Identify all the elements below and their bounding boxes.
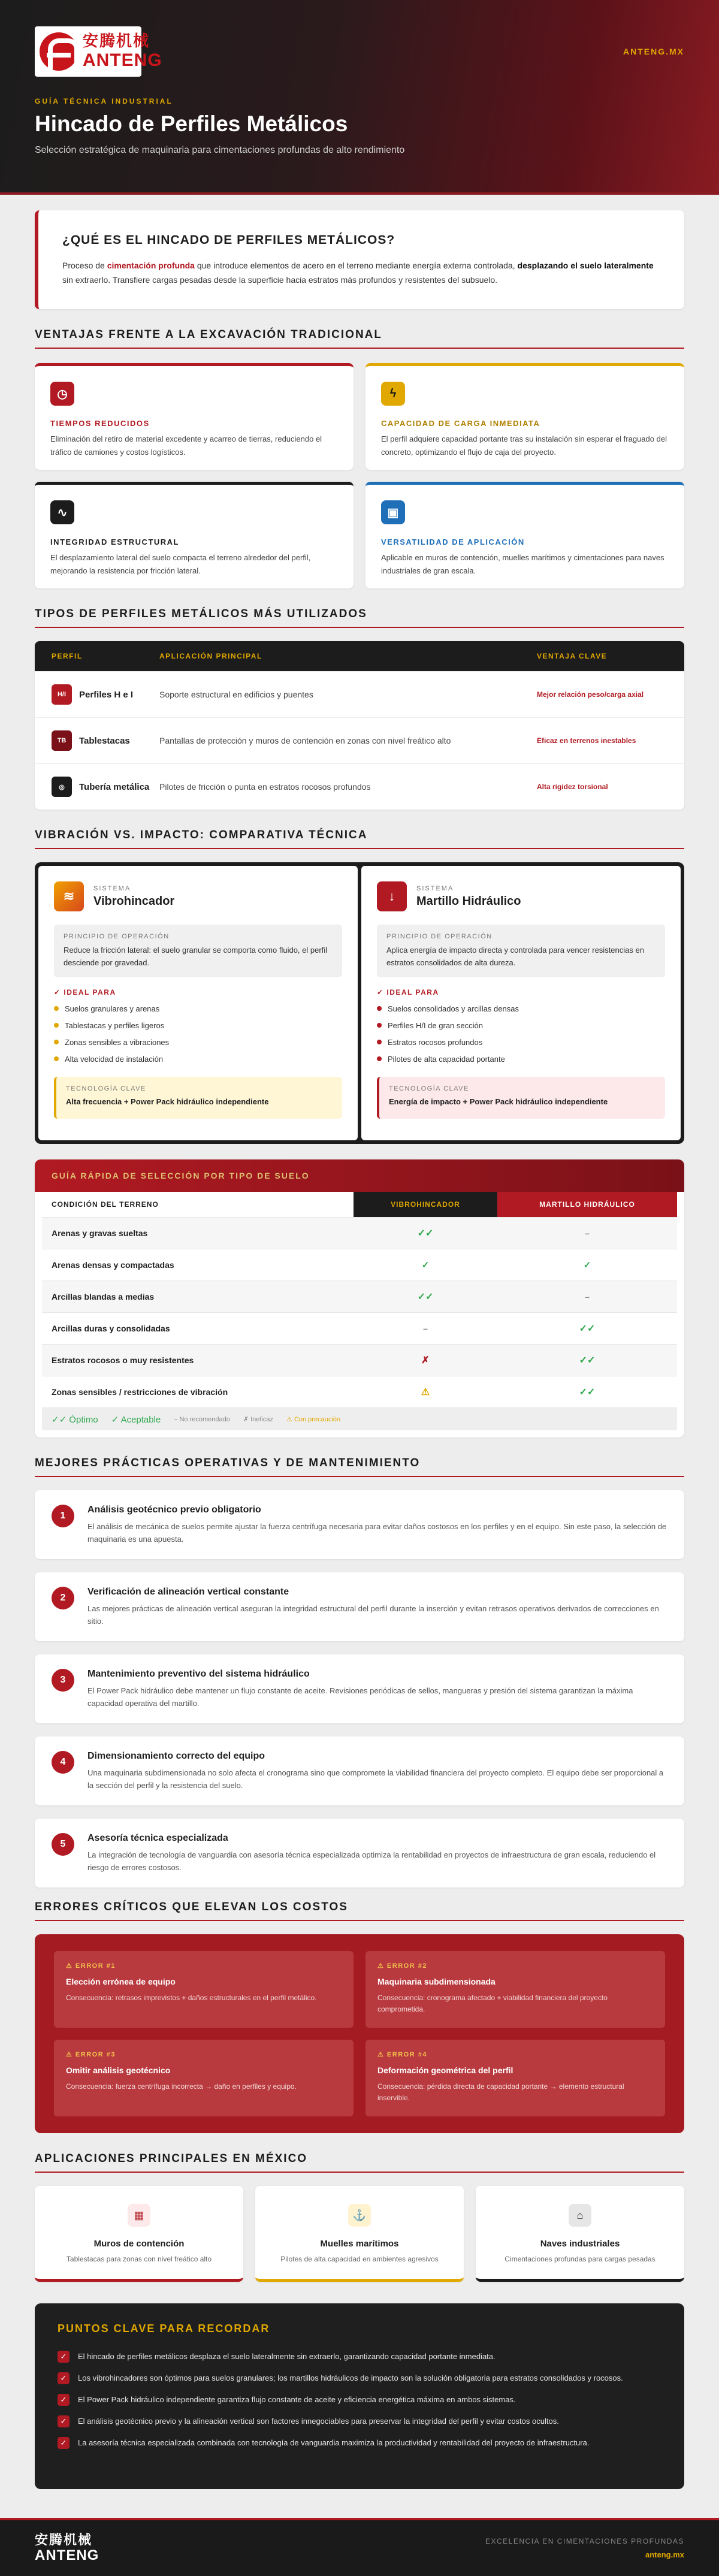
applications-heading: APLICACIONES PRINCIPALES EN MÉXICO: [35, 2152, 684, 2173]
practice-number: 1: [52, 1505, 74, 1527]
intro-heading: ¿QUÉ ES EL HINCADO DE PERFILES METÁLICOS?: [62, 233, 395, 247]
vibrohincador-rating: –: [423, 1324, 428, 1333]
error-label: ⚠ ERROR #3: [66, 2051, 116, 2058]
table-row: [42, 1376, 677, 1408]
practice-number: 5: [52, 1833, 74, 1856]
practice-card: [35, 1572, 684, 1641]
martillo-rating: ✓✓: [579, 1387, 596, 1397]
soil-condition: Arcillas duras y consolidadas: [52, 1324, 170, 1333]
system-label: SISTEMA: [93, 884, 131, 892]
practice-title: Verificación de alineación vertical constante: [87, 1587, 289, 1597]
principle-text: Aplica energía de impacto directa y controlada para vencer resistencias en estratos consolidados de alta dureza.: [386, 946, 644, 967]
profile-name: Perfiles H e I: [79, 689, 134, 700]
pulse-icon: ∿: [50, 500, 74, 524]
technology-text: Alta frecuencia + Power Pack hidráulico independiente: [66, 1097, 269, 1106]
technology-box: [377, 1077, 665, 1119]
advantage-text: Eliminación del retiro de material excedente y acarreo de tierras, reduciendo el tráfico de camiones y costos logísticos.: [50, 434, 322, 457]
comparison-heading: VIBRACIÓN VS. IMPACTO: COMPARATIVA TÉCNICA: [35, 829, 684, 849]
practice-number: 2: [52, 1587, 74, 1609]
hero-divider: [0, 192, 719, 195]
system-title: Martillo Hidráulico: [416, 894, 521, 908]
profile-application: Soporte estructural en edificios y puentes: [159, 690, 313, 699]
list-item: Perfiles H/I de gran sección: [377, 1017, 665, 1034]
check-icon: ✓: [58, 2415, 70, 2427]
profile-application: Pantallas de protección y muros de contención en zonas con nivel freático alto: [159, 736, 451, 745]
vibrohincador-rating: ⚠: [421, 1387, 430, 1397]
advantage-card: [365, 363, 684, 470]
legend-item: ✓ Aceptable: [111, 1414, 161, 1425]
technology-label: TECNOLOGÍA CLAVE: [389, 1085, 469, 1092]
column-header: PERFIL: [52, 652, 83, 660]
table-row: [35, 671, 684, 717]
application-text: Cimentaciones profundas para cargas pesadas: [504, 2255, 655, 2263]
technology-text: Energía de impacto + Power Pack hidráulico independiente: [389, 1097, 608, 1106]
profile-advantage: Eficaz en terrenos inestables: [537, 736, 636, 745]
practice-text: La integración de tecnología de vanguardia con asesoría técnica especializada optimiza la rentabilidad en proyectos de infraestructura de gran escala, reduciendo el riesgo de errores costosos.: [87, 1850, 656, 1872]
error-title: Maquinaria subdimensionada: [377, 1977, 496, 1986]
vibration-icon: ≋: [54, 881, 84, 911]
footer-site-link[interactable]: anteng.mx: [645, 2550, 684, 2559]
list-item: Zonas sensibles a vibraciones: [54, 1034, 342, 1050]
footer-tagline: EXCELENCIA EN CIMENTACIONES PROFUNDAS: [485, 2537, 684, 2545]
martillo-card: [361, 866, 681, 1140]
practice-card: [35, 1490, 684, 1559]
error-text: Consecuencia: fuerza centrífuga incorrecta → daño en perfiles y equipo.: [66, 2082, 297, 2091]
application-title: Muros de contención: [93, 2239, 185, 2249]
errors-panel: [35, 1934, 684, 2133]
practice-card: [35, 1819, 684, 1888]
application-card: [476, 2186, 684, 2282]
vibrohincador-rating: ✓✓: [417, 1228, 434, 1239]
anchor-icon: ⚓: [348, 2204, 371, 2227]
page-subtitle: Selección estratégica de maquinaria para cimentaciones profundas de alto rendimiento: [35, 145, 405, 155]
error-label: ⚠ ERROR #4: [377, 2051, 427, 2058]
practice-title: Dimensionamiento correcto del equipo: [87, 1751, 265, 1761]
soil-condition: Arenas densas y compactadas: [52, 1260, 174, 1270]
ideal-label: ✓ IDEAL PARA: [377, 988, 439, 996]
footer-logo[interactable]: 安腾机械 ANTENG: [35, 2532, 99, 2563]
intro-text: Proceso de cimentación profunda que introduce elementos de acero en el terreno mediante energía externa controlada, desplazando el suelo lateralmente sin extraerlo. Transfiere cargas pesadas desde la superficie hacia estratos más profundos y resistentes del subsuelo.: [62, 261, 654, 285]
list-item: ✓ La asesoría técnica especializada combinada con tecnología de vanguardia maximiza la productividad y rentabilidad del proyecto de infraestructura.: [58, 2437, 661, 2449]
advantage-text: Aplicable en muros de contención, muelles marítimos y cimentaciones para naves industriales de gran escala.: [381, 553, 664, 575]
list-item: ✓ Los vibrohincadores son óptimos para suelos granulares; los martillos hidráulicos de impacto son la solución obligatoria para estratos consolidados y rocosos.: [58, 2372, 661, 2384]
soil-condition: Arcillas blandas a medias: [52, 1292, 155, 1301]
ideal-list: [54, 1000, 342, 1067]
practice-number: 3: [52, 1669, 74, 1692]
list-item: Estratos rocosos profundos: [377, 1034, 665, 1050]
error-title: Omitir análisis geotécnico: [66, 2065, 171, 2075]
error-card: [365, 1951, 665, 2028]
advantage-card: [35, 363, 354, 470]
check-icon: ✓: [58, 2437, 70, 2449]
principle-text: Reduce la fricción lateral: el suelo granular se comporta como fluido, el perfil desciende por gravedad.: [64, 946, 328, 967]
profile-name: Tablestacas: [79, 735, 130, 746]
comparison-panel: [35, 862, 684, 1144]
error-label: ⚠ ERROR #2: [377, 1962, 427, 1970]
system-label: SISTEMA: [416, 884, 454, 892]
ideal-list: [377, 1000, 665, 1067]
vibrohincador-rating: ✓✓: [417, 1292, 434, 1302]
column-header: APLICACIÓN PRINCIPAL: [159, 652, 262, 660]
table-row: [42, 1281, 677, 1312]
system-title: Vibrohincador: [93, 894, 175, 908]
practice-title: Mantenimiento preventivo del sistema hidráulico: [87, 1669, 310, 1679]
table-row: [42, 1217, 677, 1249]
logo-mark-icon: [40, 32, 78, 71]
application-text: Pilotes de alta capacidad en ambientes agresivos: [280, 2255, 439, 2263]
soil-condition: Zonas sensibles / restricciones de vibración: [52, 1387, 228, 1397]
key-points-panel: [35, 2303, 684, 2489]
table-row: [35, 717, 684, 763]
legend-item: ⚠ Con precaución: [286, 1416, 340, 1423]
principle-label: PRINCIPIO DE OPERACIÓN: [64, 933, 170, 940]
practice-text: Las mejores prácticas de alineación vertical aseguran la integridad estructural del perfil durante la inserción y evitan retrasos operativos derivados de correcciones en sitio.: [87, 1604, 659, 1626]
logo-chinese-text: 安腾机械: [83, 32, 150, 50]
brand-logo[interactable]: [35, 26, 162, 77]
page-footer: [0, 2518, 719, 2576]
legend-item: ✓✓ Óptimo: [52, 1414, 98, 1425]
list-item: ✓ El Power Pack hidráulico independiente garantiza flujo constante de aceite y eficiencia energética máxima en ambos sistemas.: [58, 2394, 661, 2406]
advantage-text: El desplazamiento lateral del suelo compacta el terreno alrededor del perfil, mejorando la resistencia por fricción lateral.: [50, 553, 311, 575]
table-row: [42, 1344, 677, 1376]
practice-title: Asesoría técnica especializada: [87, 1833, 228, 1843]
principle-box: [54, 925, 342, 977]
practice-number: 4: [52, 1751, 74, 1774]
practice-text: El análisis de mecánica de suelos permite ajustar la fuerza centrífuga necesaria para evitar daños costosos en los perfiles y en el equipo. Sin este paso, la selección de maquinaria es una apuesta.: [87, 1522, 667, 1544]
application-card: [35, 2186, 243, 2282]
ideal-label: ✓ IDEAL PARA: [54, 988, 116, 996]
eyebrow: GUÍA TÉCNICA INDUSTRIAL: [35, 97, 173, 105]
profile-advantage: Mejor relación peso/carga axial: [537, 690, 644, 699]
list-item: Suelos granulares y arenas: [54, 1000, 342, 1017]
profiles-heading: TIPOS DE PERFILES METÁLICOS MÁS UTILIZADOS: [35, 608, 684, 628]
hero-header: [0, 0, 719, 195]
soil-guide-table: [35, 1159, 684, 1438]
guide-legend: [42, 1408, 677, 1430]
advantage-card: [35, 482, 354, 588]
legend-item: ✗ Ineficaz: [243, 1416, 274, 1423]
clock-icon: ◷: [50, 382, 74, 406]
table-header: [35, 641, 684, 671]
error-text: Consecuencia: pérdida directa de capacidad portante → elemento estructural inservible.: [377, 2082, 624, 2102]
error-card: [54, 1951, 354, 2028]
advantage-title: CAPACIDAD DE CARGA INMEDIATA: [381, 419, 540, 428]
list-item: Suelos consolidados y arcillas densas: [377, 1000, 665, 1017]
profile-application: Pilotes de fricción o punta en estratos rocosos profundos: [159, 782, 371, 792]
vibrohincador-card: [38, 866, 358, 1140]
application-text: Tablestacas para zonas con nivel freático alto: [66, 2255, 212, 2263]
practice-text: El Power Pack hidráulico debe mantener un flujo constante de aceite. Revisiones periódicas de sellos, mangueras y presión del sistema garantizan la máxima capacidad operativa del martillo.: [87, 1686, 633, 1708]
list-item: Tablestacas y perfiles ligeros: [54, 1017, 342, 1034]
errors-heading: ERRORES CRÍTICOS QUE ELEVAN LOS COSTOS: [35, 1901, 684, 1921]
application-title: Muelles marítimos: [320, 2239, 399, 2249]
advantages-heading: VENTAJAS FRENTE A LA EXCAVACIÓN TRADICIONAL: [35, 328, 684, 349]
error-label: ⚠ ERROR #1: [66, 1962, 116, 1970]
application-card: [255, 2186, 464, 2282]
list-item: ✓ El hincado de perfiles metálicos desplaza el suelo lateralmente sin extraerlo, garantizando capacidad portante inmediata.: [58, 2351, 661, 2363]
site-link[interactable]: ANTENG.MX: [623, 47, 684, 56]
profile-badge: TB: [52, 730, 72, 751]
practice-text: Una maquinaria subdimensionada no solo afecta el cronograma sino que compromete la viabilidad financiera del proyecto completo. El equipo debe ser proporcional a la sección del perfil y la resistencia del suelo.: [87, 1768, 664, 1790]
profile-advantage: Alta rigidez torsional: [537, 783, 608, 791]
technology-box: [54, 1077, 342, 1119]
table-row: [35, 763, 684, 810]
technology-label: TECNOLOGÍA CLAVE: [66, 1085, 146, 1092]
soil-condition: Arenas y gravas sueltas: [52, 1228, 148, 1238]
check-icon: ✓: [58, 2351, 70, 2363]
error-card: [365, 2040, 665, 2116]
application-title: Naves industriales: [540, 2239, 620, 2249]
table-row: [42, 1249, 677, 1281]
profile-name: Tubería metálica: [79, 781, 150, 792]
error-title: Deformación geométrica del perfil: [377, 2065, 513, 2075]
pipe-icon: ◎: [52, 777, 72, 797]
practices-heading: MEJORES PRÁCTICAS OPERATIVAS Y DE MANTENIMIENTO: [35, 1457, 684, 1477]
page-title: Hincado de Perfiles Metálicos: [35, 111, 348, 136]
vibrohincador-rating: ✗: [421, 1355, 430, 1366]
error-text: Consecuencia: retrasos imprevistos + daños estructurales en el perfil metálico.: [66, 1994, 317, 2002]
column-header: VENTAJA CLAVE: [537, 652, 608, 660]
advantage-title: TIEMPOS REDUCIDOS: [50, 419, 150, 428]
profiles-table: [35, 641, 684, 810]
check-icon: ✓: [58, 2394, 70, 2406]
martillo-rating: ✓✓: [579, 1324, 596, 1334]
error-card: [54, 2040, 354, 2116]
logo-english-text: ANTENG: [83, 50, 162, 70]
advantage-title: VERSATILIDAD DE APLICACIÓN: [381, 537, 525, 546]
wall-icon: ▦: [128, 2204, 150, 2227]
key-points-heading: PUNTOS CLAVE PARA RECORDAR: [58, 2323, 270, 2335]
column-header: VIBROHINCADOR: [354, 1192, 497, 1217]
column-header: MARTILLO HIDRÁULICO: [497, 1192, 677, 1217]
intro-card: [35, 210, 684, 309]
error-text: Consecuencia: cronograma afectado + viabilidad financiera del proyecto comprometida.: [377, 1994, 608, 2013]
soil-condition: Estratos rocosos o muy resistentes: [52, 1355, 194, 1365]
guide-heading: GUÍA RÁPIDA DE SELECCIÓN POR TIPO DE SUELO: [35, 1159, 684, 1192]
column-header: CONDICIÓN DEL TERRENO: [52, 1200, 159, 1209]
martillo-rating: –: [585, 1228, 590, 1238]
principle-label: PRINCIPIO DE OPERACIÓN: [386, 933, 493, 940]
error-title: Elección errónea de equipo: [66, 1977, 176, 1986]
principle-box: [377, 925, 665, 977]
list-item: Pilotes de alta capacidad portante: [377, 1050, 665, 1067]
advantage-title: INTEGRIDAD ESTRUCTURAL: [50, 537, 179, 546]
martillo-rating: –: [585, 1292, 590, 1301]
factory-icon: ⌂: [569, 2204, 591, 2227]
briefcase-icon: ▣: [381, 500, 405, 524]
table-header: [42, 1192, 677, 1217]
list-item: ✓ El análisis geotécnico previo y la alineación vertical son factores innegociables para preservar la integridad del perfil y evitar costos ocultos.: [58, 2415, 661, 2427]
vibrohincador-rating: ✓: [421, 1260, 430, 1270]
martillo-rating: ✓✓: [579, 1355, 596, 1366]
lightning-icon: ϟ: [381, 382, 405, 406]
arrow-down-icon: ↓: [377, 881, 407, 911]
practice-title: Análisis geotécnico previo obligatorio: [87, 1505, 261, 1515]
table-row: [42, 1312, 677, 1344]
practice-card: [35, 1654, 684, 1723]
advantage-card: [365, 482, 684, 588]
profile-badge: H/I: [52, 684, 72, 705]
advantage-text: El perfil adquiere capacidad portante tras su instalación sin esperar el fraguado del concreto, optimizando el flujo de caja del proyecto.: [381, 434, 667, 457]
martillo-rating: ✓: [583, 1260, 591, 1270]
practice-card: [35, 1737, 684, 1805]
legend-item: – No recomendado: [174, 1415, 230, 1423]
list-item: Alta velocidad de instalación: [54, 1050, 342, 1067]
check-icon: ✓: [58, 2372, 70, 2384]
